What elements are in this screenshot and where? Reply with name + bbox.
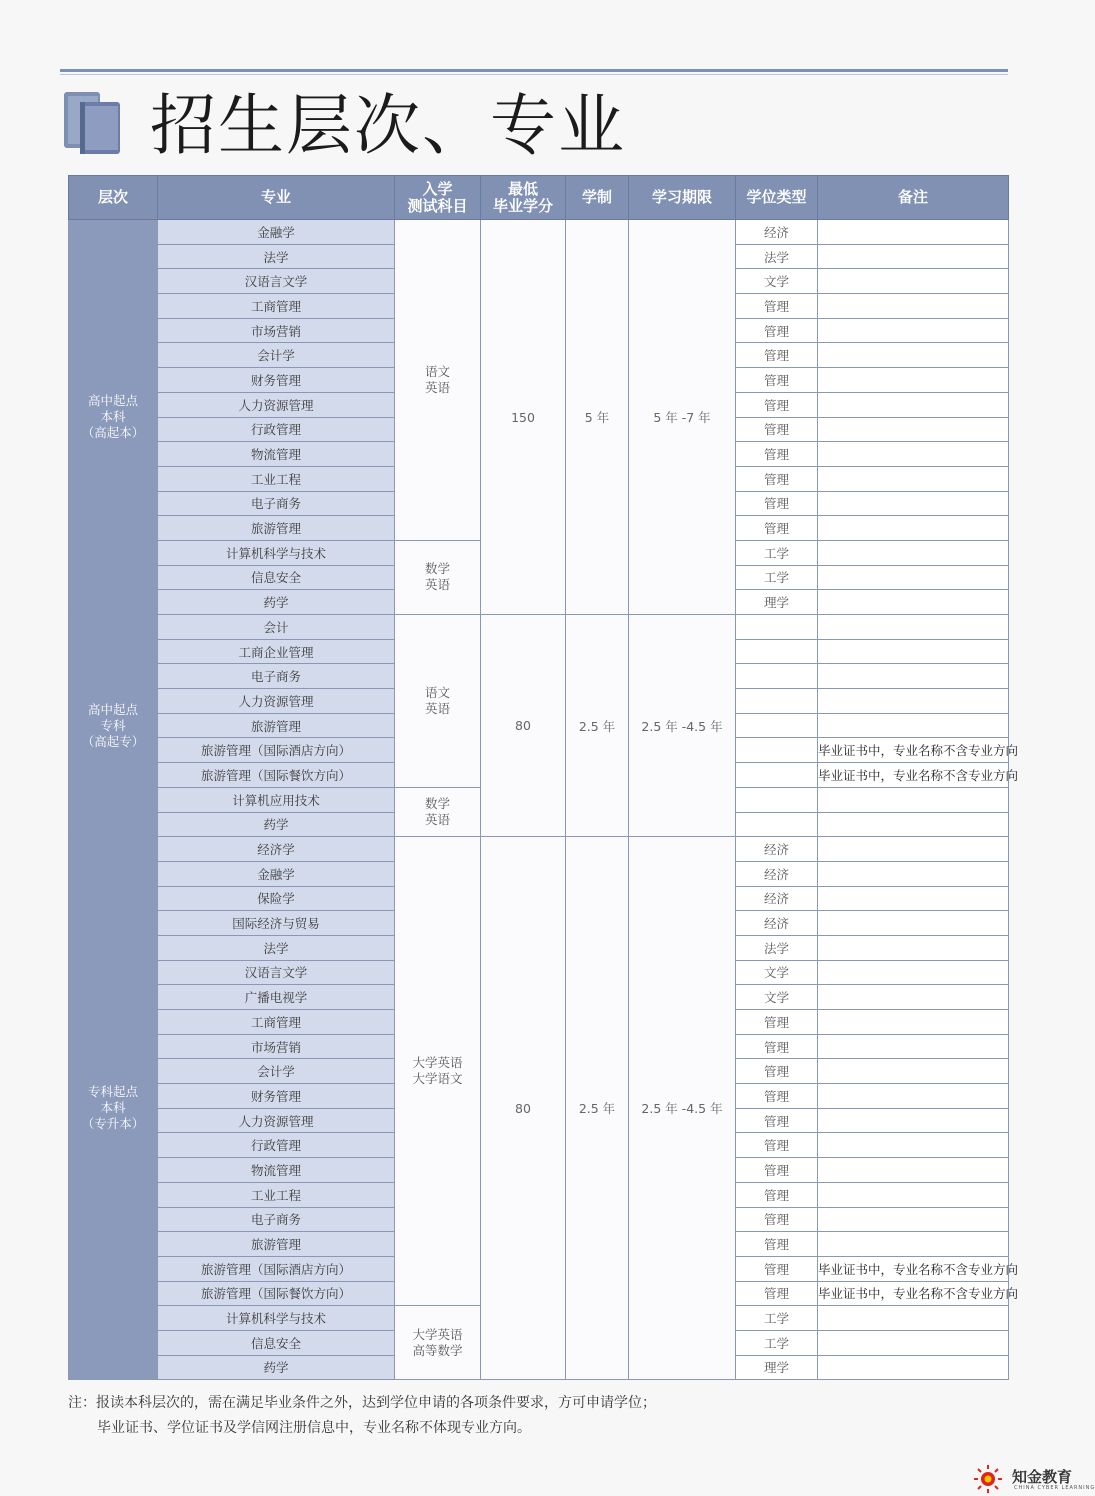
major-cell: 药学 xyxy=(158,812,395,837)
note-cell xyxy=(818,1306,1009,1331)
degree-cell: 管理 xyxy=(736,1133,818,1158)
major-cell: 计算机科学与技术 xyxy=(158,1306,395,1331)
program-table xyxy=(68,175,1019,1380)
note-cell xyxy=(818,1158,1009,1183)
footnote xyxy=(68,1391,656,1441)
degree-cell: 文学 xyxy=(736,985,818,1010)
major-cell: 行政管理 xyxy=(158,417,395,442)
degree-cell: 管理 xyxy=(736,1034,818,1059)
note-cell xyxy=(818,1010,1009,1035)
note-cell xyxy=(818,787,1009,812)
degree-cell: 管理 xyxy=(736,491,818,516)
note-cell xyxy=(818,713,1009,738)
credits-cell: 150 xyxy=(481,220,566,615)
top-rule-thin xyxy=(60,74,1008,75)
major-cell: 旅游管理 xyxy=(158,713,395,738)
degree-cell xyxy=(736,787,818,812)
note-cell xyxy=(818,1133,1009,1158)
major-cell: 人力资源管理 xyxy=(158,392,395,417)
major-cell: 财务管理 xyxy=(158,368,395,393)
credits-cell: 80 xyxy=(481,837,566,1380)
degree-cell: 工学 xyxy=(736,1306,818,1331)
major-cell: 国际经济与贸易 xyxy=(158,911,395,936)
degree-cell: 管理 xyxy=(736,1158,818,1183)
degree-cell: 管理 xyxy=(736,318,818,343)
degree-cell: 管理 xyxy=(736,368,818,393)
system-cell: 2.5 年 xyxy=(566,837,629,1380)
major-cell: 法学 xyxy=(158,935,395,960)
degree-cell: 法学 xyxy=(736,935,818,960)
note-cell xyxy=(818,540,1009,565)
degree-cell xyxy=(736,615,818,640)
note-cell xyxy=(818,343,1009,368)
major-cell: 计算机应用技术 xyxy=(158,787,395,812)
note-cell xyxy=(818,911,1009,936)
major-cell: 工业工程 xyxy=(158,466,395,491)
note-cell xyxy=(818,392,1009,417)
note-cell xyxy=(818,318,1009,343)
degree-cell: 管理 xyxy=(736,1108,818,1133)
note-cell: 毕业证书中，专业名称不含专业方向 xyxy=(818,763,1009,788)
table-body xyxy=(69,220,1019,1380)
major-cell: 电子商务 xyxy=(158,491,395,516)
note-cell xyxy=(818,269,1009,294)
major-cell: 药学 xyxy=(158,1355,395,1380)
table-row xyxy=(69,615,1009,640)
degree-cell: 经济 xyxy=(736,837,818,862)
major-cell: 会计学 xyxy=(158,1059,395,1084)
degree-cell xyxy=(736,639,818,664)
note-cell xyxy=(818,1108,1009,1133)
major-cell: 汉语言文学 xyxy=(158,960,395,985)
degree-cell: 管理 xyxy=(736,294,818,319)
degree-cell: 管理 xyxy=(736,417,818,442)
level-cell: 高中起点 专科 （高起专） xyxy=(69,615,158,837)
degree-cell: 管理 xyxy=(736,466,818,491)
note-cell xyxy=(818,837,1009,862)
major-cell: 人力资源管理 xyxy=(158,689,395,714)
note-cell xyxy=(818,1034,1009,1059)
note-cell xyxy=(818,639,1009,664)
table-row xyxy=(69,837,1009,862)
major-cell: 旅游管理 xyxy=(158,516,395,541)
subjects-cell: 大学英语 大学语文 xyxy=(395,837,481,1306)
note-cell xyxy=(818,615,1009,640)
major-cell: 计算机科学与技术 xyxy=(158,540,395,565)
note-cell xyxy=(818,985,1009,1010)
subjects-cell: 语文 英语 xyxy=(395,615,481,788)
degree-cell: 文学 xyxy=(736,960,818,985)
note-cell xyxy=(818,1084,1009,1109)
major-cell: 电子商务 xyxy=(158,1207,395,1232)
degree-cell: 管理 xyxy=(736,1182,818,1207)
degree-cell: 管理 xyxy=(736,1281,818,1306)
system-cell: 2.5 年 xyxy=(566,615,629,837)
note-cell xyxy=(818,565,1009,590)
level-cell: 高中起点 本科 （高起本） xyxy=(69,220,158,615)
note-cell xyxy=(818,491,1009,516)
major-cell: 法学 xyxy=(158,244,395,269)
note-cell xyxy=(818,861,1009,886)
major-cell: 经济学 xyxy=(158,837,395,862)
degree-cell: 管理 xyxy=(736,1232,818,1257)
note-cell xyxy=(818,1182,1009,1207)
major-cell: 金融学 xyxy=(158,220,395,245)
note-cell xyxy=(818,516,1009,541)
note-cell xyxy=(818,220,1009,245)
degree-cell xyxy=(736,812,818,837)
major-cell: 市场营销 xyxy=(158,318,395,343)
degree-cell: 管理 xyxy=(736,1256,818,1281)
degree-cell: 经济 xyxy=(736,886,818,911)
major-cell: 工业工程 xyxy=(158,1182,395,1207)
major-cell: 广播电视学 xyxy=(158,985,395,1010)
degree-cell: 工学 xyxy=(736,1330,818,1355)
degree-cell xyxy=(736,763,818,788)
header-major: 专业 xyxy=(158,176,395,220)
note-cell xyxy=(818,590,1009,615)
major-cell: 旅游管理（国际餐饮方向） xyxy=(158,1281,395,1306)
degree-cell: 管理 xyxy=(736,1059,818,1084)
note-cell xyxy=(818,368,1009,393)
major-cell: 物流管理 xyxy=(158,442,395,467)
note-cell xyxy=(818,960,1009,985)
major-cell: 工商管理 xyxy=(158,1010,395,1035)
period-cell: 2.5 年 -4.5 年 xyxy=(629,837,736,1380)
book-icon xyxy=(62,92,122,154)
logo-subtitle: CHINA CYBER LEARNING xyxy=(1014,1485,1095,1491)
footnote-line-2: 毕业证书、学位证书及学信网注册信息中，专业名称不体现专业方向。 xyxy=(97,1420,531,1436)
system-cell: 5 年 xyxy=(566,220,629,615)
major-cell: 工商管理 xyxy=(158,294,395,319)
note-cell: 毕业证书中，专业名称不含专业方向 xyxy=(818,1256,1009,1281)
footnote-line-1: 注：报读本科层次的，需在满足毕业条件之外，达到学位申请的各项条件要求，方可申请学位； xyxy=(68,1395,656,1411)
level-cell: 专科起点 本科 （专升本） xyxy=(69,837,158,1380)
degree-cell: 工学 xyxy=(736,540,818,565)
note-cell xyxy=(818,689,1009,714)
note-cell xyxy=(818,1355,1009,1380)
major-cell: 物流管理 xyxy=(158,1158,395,1183)
note-cell xyxy=(818,812,1009,837)
subjects-cell: 数学 英语 xyxy=(395,540,481,614)
degree-cell: 经济 xyxy=(736,911,818,936)
degree-cell xyxy=(736,713,818,738)
top-rule xyxy=(60,69,1008,72)
major-cell: 信息安全 xyxy=(158,565,395,590)
period-cell: 5 年 -7 年 xyxy=(629,220,736,615)
major-cell: 人力资源管理 xyxy=(158,1108,395,1133)
header-level: 层次 xyxy=(69,176,158,220)
logo-name: 知金教育 xyxy=(1012,1468,1073,1486)
table-header-row xyxy=(69,176,1009,220)
degree-cell xyxy=(736,664,818,689)
major-cell: 保险学 xyxy=(158,886,395,911)
degree-cell: 管理 xyxy=(736,442,818,467)
note-cell: 毕业证书中，专业名称不含专业方向 xyxy=(818,1281,1009,1306)
degree-cell: 理学 xyxy=(736,1355,818,1380)
degree-cell: 经济 xyxy=(736,861,818,886)
major-cell: 药学 xyxy=(158,590,395,615)
note-cell xyxy=(818,1232,1009,1257)
degree-cell: 工学 xyxy=(736,565,818,590)
degree-cell: 理学 xyxy=(736,590,818,615)
major-cell: 金融学 xyxy=(158,861,395,886)
degree-cell: 管理 xyxy=(736,1084,818,1109)
major-cell: 会计学 xyxy=(158,343,395,368)
major-cell: 旅游管理（国际餐饮方向） xyxy=(158,763,395,788)
subjects-cell: 大学英语 高等数学 xyxy=(395,1306,481,1380)
note-cell xyxy=(818,935,1009,960)
degree-cell: 管理 xyxy=(736,1207,818,1232)
degree-cell: 管理 xyxy=(736,516,818,541)
header-system: 学制 xyxy=(566,176,629,220)
major-cell: 财务管理 xyxy=(158,1084,395,1109)
major-cell: 电子商务 xyxy=(158,664,395,689)
major-cell: 旅游管理 xyxy=(158,1232,395,1257)
major-cell: 工商企业管理 xyxy=(158,639,395,664)
period-cell: 2.5 年 -4.5 年 xyxy=(629,615,736,837)
note-cell xyxy=(818,1330,1009,1355)
note-cell xyxy=(818,417,1009,442)
major-cell: 旅游管理（国际酒店方向） xyxy=(158,738,395,763)
header-credits: 最低 毕业学分 xyxy=(481,176,566,220)
subjects-cell: 数学 英语 xyxy=(395,787,481,836)
major-cell: 汉语言文学 xyxy=(158,269,395,294)
degree-cell: 经济 xyxy=(736,220,818,245)
note-cell xyxy=(818,244,1009,269)
note-cell xyxy=(818,442,1009,467)
note-cell: 毕业证书中，专业名称不含专业方向 xyxy=(818,738,1009,763)
header-degree: 学位类型 xyxy=(736,176,818,220)
credits-cell: 80 xyxy=(481,615,566,837)
note-cell xyxy=(818,294,1009,319)
note-cell xyxy=(818,466,1009,491)
table-row xyxy=(69,220,1009,245)
degree-cell: 法学 xyxy=(736,244,818,269)
degree-cell: 管理 xyxy=(736,392,818,417)
major-cell: 旅游管理（国际酒店方向） xyxy=(158,1256,395,1281)
note-cell xyxy=(818,886,1009,911)
degree-cell xyxy=(736,689,818,714)
major-cell: 信息安全 xyxy=(158,1330,395,1355)
note-cell xyxy=(818,664,1009,689)
header-subjects: 入学 测试科目 xyxy=(395,176,481,220)
note-cell xyxy=(818,1207,1009,1232)
major-cell: 市场营销 xyxy=(158,1034,395,1059)
header-period: 学习期限 xyxy=(629,176,736,220)
subjects-cell: 语文 英语 xyxy=(395,220,481,541)
major-cell: 会计 xyxy=(158,615,395,640)
degree-cell: 管理 xyxy=(736,343,818,368)
degree-cell xyxy=(736,738,818,763)
note-cell xyxy=(818,1059,1009,1084)
major-cell: 行政管理 xyxy=(158,1133,395,1158)
page-title: 招生层次、专业 xyxy=(150,87,626,164)
header-notes: 备注 xyxy=(818,176,1009,220)
degree-cell: 管理 xyxy=(736,1010,818,1035)
degree-cell: 文学 xyxy=(736,269,818,294)
